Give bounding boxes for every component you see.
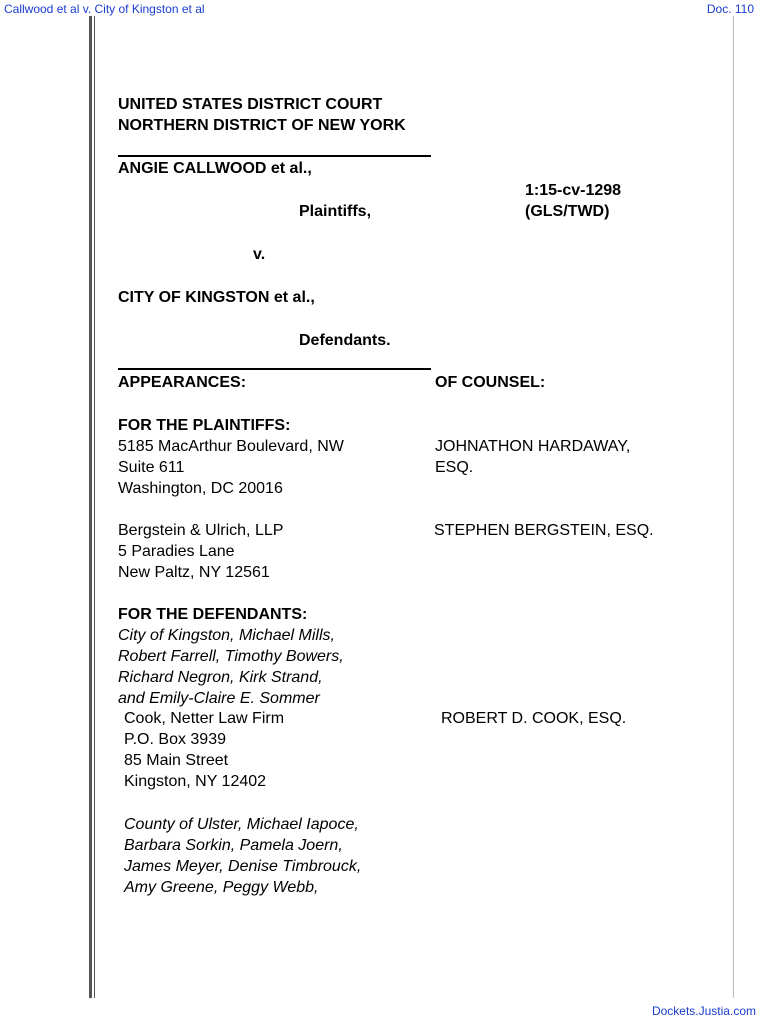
right-margin-rule [733,16,734,998]
for-plaintiffs-heading: FOR THE PLAINTIFFS: [118,417,291,434]
plaintiff-counsel1-line2: ESQ. [435,459,474,476]
defendant-parties-line1: City of Kingston, Michael Mills, [118,627,335,644]
margin-bar [89,16,92,998]
appearances-heading: APPEARANCES: [118,374,247,391]
defendant-firm-address3: Kingston, NY 12402 [124,773,267,790]
docket-header-case-link[interactable]: Callwood et al v. City of Kingston et al [4,2,205,16]
versus: v. [253,246,266,263]
plaintiff-role: Plaintiffs, [299,203,372,220]
for-defendants-heading: FOR THE DEFENDANTS: [118,606,308,623]
plaintiff-firm2-address2: New Paltz, NY 12561 [118,564,270,581]
plaintiff-address-line1: 5185 MacArthur Boulevard, NW [118,438,344,455]
plaintiff-counsel2: STEPHEN BERGSTEIN, ESQ. [434,522,654,539]
plaintiff-address-line2: Suite 611 [118,459,185,476]
defendant-name: CITY OF KINGSTON et al., [118,289,315,306]
margin-bar-inner [94,16,95,998]
plaintiff-firm2-address1: 5 Paradies Lane [118,543,235,560]
plaintiff-name: ANGIE CALLWOOD et al., [118,160,312,177]
defendant-firm-address2: 85 Main Street [124,752,229,769]
plaintiff-counsel1-line1: JOHNATHON HARDAWAY, [435,438,631,455]
defendant-parties-line4: and Emily-Claire E. Sommer [118,690,320,707]
plaintiff-address-line3: Washington, DC 20016 [118,480,283,497]
county-parties-line3: James Meyer, Denise Timbrouck, [124,858,362,875]
caption-top-rule [118,155,431,157]
county-parties-line1: County of Ulster, Michael Iapoce, [124,816,359,833]
defendant-firm-name: Cook, Netter Law Firm [124,710,285,727]
defendant-role: Defendants. [299,332,391,349]
county-parties-line2: Barbara Sorkin, Pamela Joern, [124,837,343,854]
defendant-counsel: ROBERT D. COOK, ESQ. [441,710,627,727]
court-name-line1: UNITED STATES DISTRICT COURT [118,96,383,113]
court-name-line2: NORTHERN DISTRICT OF NEW YORK [118,117,406,134]
of-counsel-heading: OF COUNSEL: [435,374,546,391]
county-parties-line4: Amy Greene, Peggy Webb, [124,879,319,896]
docket-header-doc-number[interactable]: Doc. 110 [706,2,754,16]
plaintiff-firm2-name: Bergstein & Ulrich, LLP [118,522,284,539]
case-number-line1: 1:15-cv-1298 [525,182,622,199]
footer-source-link[interactable]: Dockets.Justia.com [651,1004,756,1018]
case-number-line2: (GLS/TWD) [525,203,610,220]
defendant-parties-line2: Robert Farrell, Timothy Bowers, [118,648,344,665]
defendant-firm-address1: P.O. Box 3939 [124,731,226,748]
caption-bottom-rule [118,368,431,370]
defendant-parties-line3: Richard Negron, Kirk Strand, [118,669,323,686]
